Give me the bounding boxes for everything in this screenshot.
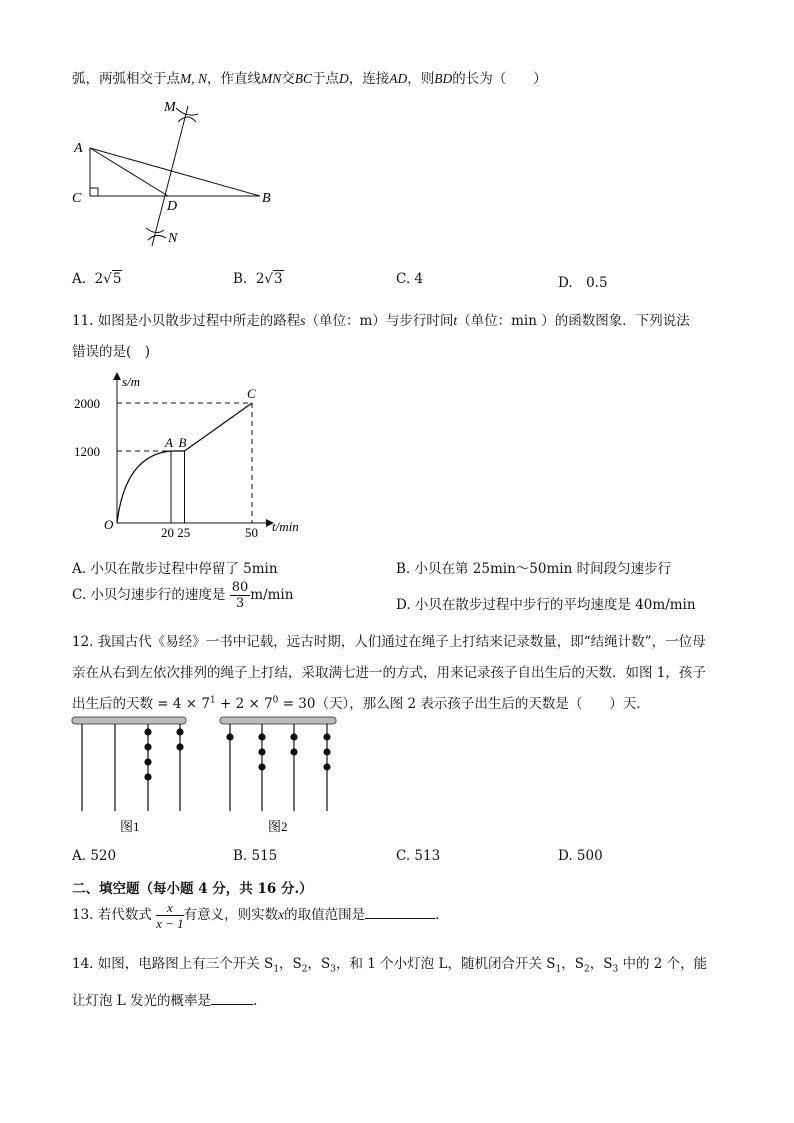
knot — [290, 733, 297, 740]
q11-option-d[interactable]: D. 小贝在散步过程中步行的平均速度是 40m/min — [396, 597, 696, 613]
q11-stem-line1: 11. 如图是小贝散步过程中所走的路程s（单位：m）与步行时间t（单位：min ）的函数图象．下列说法 — [72, 313, 690, 329]
knot — [144, 743, 151, 750]
fig2-label: 图2 — [268, 819, 288, 834]
label-n: N — [168, 231, 178, 246]
q12-option-c[interactable]: C. 513 — [396, 848, 441, 864]
knot — [258, 733, 265, 740]
q10-option-c[interactable]: C. 4 — [396, 271, 424, 287]
knot — [144, 773, 151, 780]
q11-chart — [72, 368, 322, 538]
section-2-title: 二、填空题（每小题 4 分，共 16 分.） — [72, 881, 313, 897]
series-segment-b-c — [185, 403, 253, 451]
knot — [176, 728, 183, 735]
q14-answer-blank[interactable] — [211, 992, 253, 1005]
x-axis-label: t/min — [272, 519, 299, 534]
q11-stem-line2: 错误的是( ) — [72, 344, 151, 360]
fig2-rod — [220, 717, 336, 724]
q12-option-d[interactable]: D. 500 — [558, 848, 603, 864]
label-d: D — [167, 199, 178, 214]
q14-stem-line1: 14. 如图，电路图上有三个开关 $S_1$，$S_2$，$S_3$，和 1 个小灯泡 L，随机闭合开关 $S_1$，$S_2$，$S_3$ 中的 2 个，能 — [72, 956, 708, 975]
arc-n-1 — [146, 228, 164, 233]
label-b: B — [262, 191, 271, 206]
q12-stem-line2: 亲在从右到左依次排列的绳子上打结，采取满七进一的方式，用来记录孩子自出生后的天数．如图 1，孩子 — [72, 665, 706, 681]
segment-ad — [90, 148, 168, 196]
xtick-20-25: 20 25 — [161, 525, 191, 538]
point-label-a: A — [165, 435, 173, 450]
knot — [323, 733, 330, 740]
arc-m-2 — [178, 117, 196, 122]
q13-stem: 13. 若代数式 $\frac{x}{x - 1}$ 有意义，则实数x的取值范围是 . — [72, 900, 440, 931]
q12-stem-line3: 出生后的天数 = $4 \times 7^1 + 2 \times 7^0 = 30$（天），那么图 2 表示孩子出生后的天数是（ ）天． — [72, 695, 650, 712]
q12-option-a[interactable]: A. 520 — [72, 848, 117, 864]
point-label-c: C — [247, 386, 256, 401]
q10-stem: 弧，两弧相交于点M, N，作直线MN交BC于点D，连接AD，则BD的长为（ ） — [72, 71, 547, 87]
q10-option-a[interactable]: A. 2√5 — [72, 271, 122, 287]
knot — [144, 758, 151, 765]
q12-knot-figures — [68, 715, 348, 839]
ytick-1200: 1200 — [74, 444, 100, 459]
y-axis-label: s/m — [122, 374, 141, 389]
label-m: M — [164, 100, 176, 115]
knot — [258, 763, 265, 770]
q12-option-b[interactable]: B. 515 — [233, 848, 278, 864]
q10-option-b[interactable]: B. 2√3 — [233, 271, 283, 287]
fraction-80-3: $\frac{80}{3}$ — [231, 580, 249, 611]
knot — [258, 748, 265, 755]
knot — [323, 763, 330, 770]
q13-answer-blank[interactable] — [365, 906, 435, 919]
fig1-label: 图1 — [120, 819, 140, 834]
q10-option-d[interactable]: D. 0.5 — [558, 275, 608, 291]
q11-option-a[interactable]: A. 小贝在散步过程中停留了 5min — [72, 561, 278, 577]
label-a: A — [74, 141, 83, 156]
knot — [226, 733, 233, 740]
q10-triangle-figure — [64, 96, 294, 256]
q11-option-b[interactable]: B. 小贝在第 25min～50min 时间段匀速步行 — [396, 561, 672, 577]
label-c: C — [72, 191, 82, 206]
point-label-b: B — [178, 435, 187, 450]
knot — [176, 743, 183, 750]
q14-stem-line2: 让灯泡 L 发光的概率是 . — [72, 993, 258, 1009]
line-mn — [152, 106, 188, 246]
q11-option-c[interactable]: C. 小贝匀速步行的速度是 $\frac{80}{3}$ m/min — [72, 580, 294, 611]
sqrt-symbol: √5 — [103, 271, 122, 287]
arc-n-2 — [148, 235, 166, 240]
q12-stem-line1: 12. 我国古代《易经》一书中记载，远古时期，人们通过在绳子上打结来记录数量，即“结绳计数”，一位母 — [72, 634, 706, 650]
ytick-2000: 2000 — [74, 396, 100, 411]
fraction-x-over-x-minus-1: $\frac{x}{x - 1}$ — [156, 900, 184, 931]
fig1-rod — [72, 717, 186, 724]
series-curve-o-a — [117, 451, 171, 523]
right-angle-mark — [90, 188, 98, 196]
sqrt-symbol: √3 — [264, 271, 283, 287]
knot — [323, 748, 330, 755]
origin-label: O — [104, 517, 114, 532]
xtick-50: 50 — [245, 525, 258, 538]
knot — [290, 748, 297, 755]
knot — [144, 728, 151, 735]
